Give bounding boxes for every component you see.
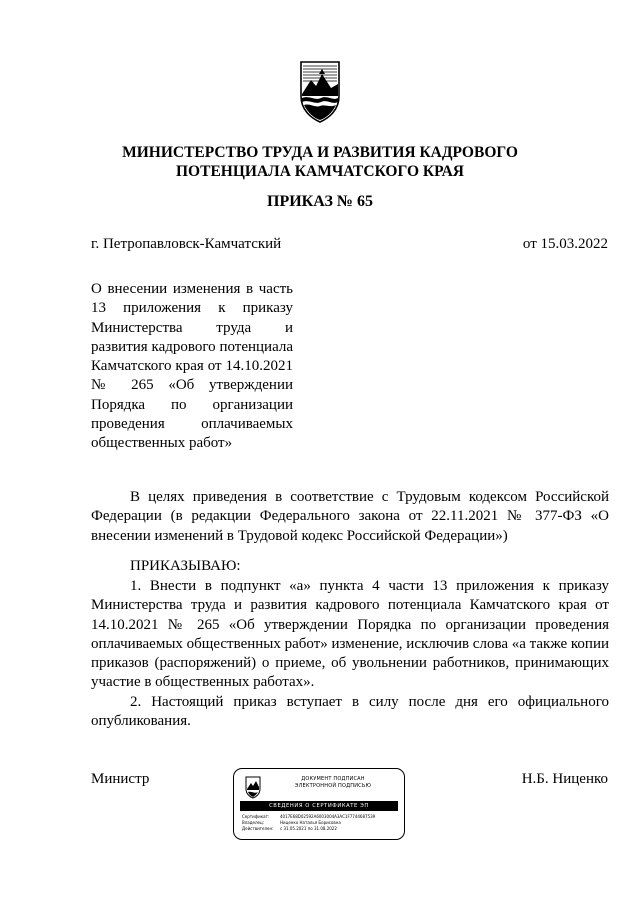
stamp-row-label: Сертификат: (242, 814, 270, 819)
order-items (91, 577, 609, 731)
stamp-header-line2: ЭЛЕКТРОННОЙ ПОДПИСЬЮ (294, 783, 372, 789)
ministry-name (80, 143, 560, 181)
preamble-text: В целях приведения в соответствие с Трудовым кодексом Российской Федерации (в редакции Федерального закона от 22.11.2021 № 377-ФЗ «О внесении изменений в Трудовой кодекс Российской Федерации») (91, 489, 609, 544)
ministry-name-line1: МИНИСТЕРСТВО ТРУДА И РАЗВИТИЯ КАДРОВОГО (122, 144, 518, 161)
stamp-row-value: 4017E68D02592A6003004A3AC1F7744687539 (280, 814, 376, 819)
stamp-row-value: Ниценко Наталья Борисовна (280, 820, 341, 826)
stamp-row-validity (242, 826, 398, 832)
stamp-row-label: Владелец: (242, 820, 265, 826)
order-date: от 15.03.2022 (522, 236, 608, 252)
stamp-header-line1: ДОКУМЕНТ ПОДПИСАН (301, 776, 365, 782)
order-directive-word: ПРИКАЗЫВАЮ: (130, 558, 241, 574)
signer-position: Министр (91, 771, 150, 787)
order-city: г. Петропавловск-Камчатский (91, 236, 282, 252)
kamchatka-coat-of-arms-icon (297, 58, 343, 124)
order-preamble (91, 488, 609, 546)
stamp-row-label: Действителен: (242, 826, 274, 832)
signer-name: Н.Б. Ниценко (521, 771, 608, 787)
stamp-details (242, 814, 398, 833)
ministry-name-line2: ПОТЕНЦИАЛА КАМЧАТСКОГО КРАЯ (176, 163, 464, 180)
stamp-row-value: с 31.05.2021 по 31.08.2022 (280, 826, 337, 832)
stamp-emblem-icon (244, 775, 262, 799)
order-subject: О внесении изменения в часть 13 приложения к приказу Министерства труда и развития кадрового потенциала Камчатского края от 14.10.2021 № 265 «Об утверждении Порядка по организации проведения оплачиваемых общественных работ» (91, 281, 293, 452)
order-item-1: 1. Внести в подпункт «а» пункта 4 части 13 приложения к приказу Министерства труда и развития кадрового потенциала Камчатского края от 14.10.2021 № 265 «Об утверждении Порядка по организации проведения оплачиваемых общественных работ» изменение, исключив слова «а также копии приказов (распоряжений) о приеме, об увольнении работников, принимающих участие в общественных работах». (91, 578, 610, 691)
stamp-certificate-bar: СВЕДЕНИЯ О СЕРТИФИКАТЕ ЭП (240, 801, 398, 811)
order-title: ПРИКАЗ № 65 (267, 193, 373, 210)
stamp-header (268, 776, 398, 790)
order-item-2: 2. Настоящий приказ вступает в силу после дня его официального опубликования. (91, 693, 609, 730)
electronic-signature-stamp (233, 768, 405, 840)
